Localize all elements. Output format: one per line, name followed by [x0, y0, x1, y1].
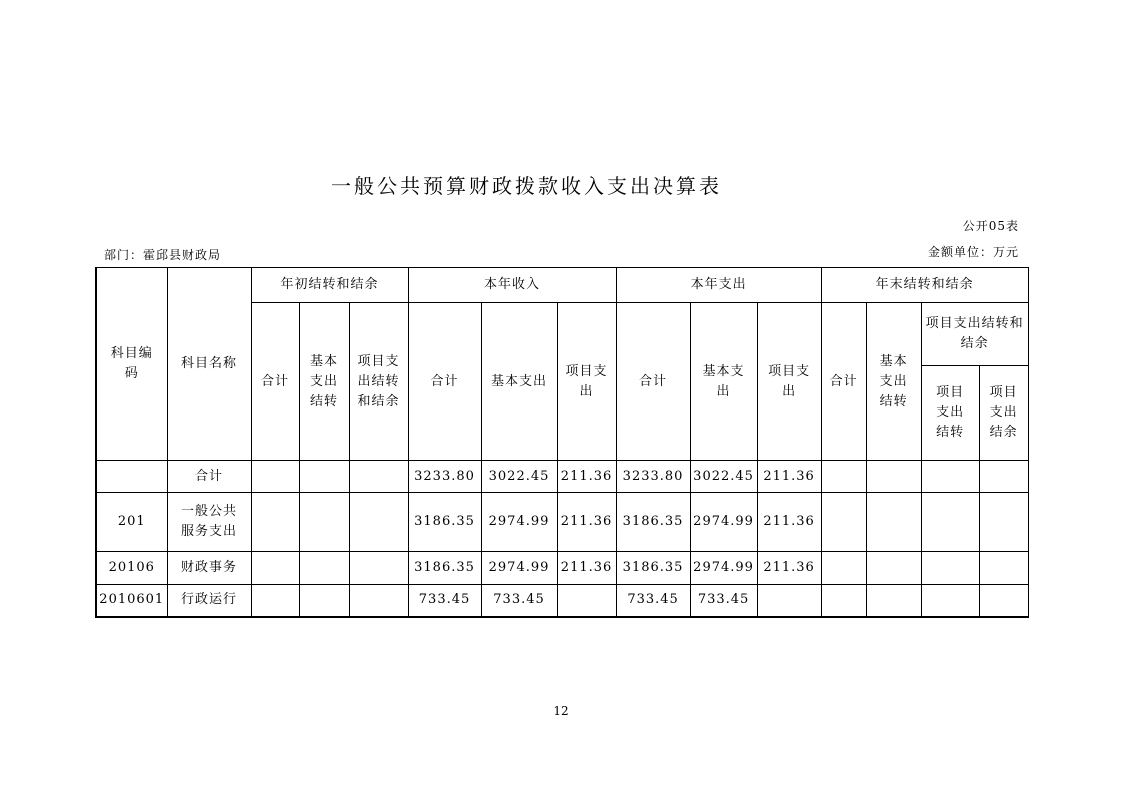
cell: [821, 585, 866, 617]
income-total-cell: 733.45: [408, 585, 481, 617]
expense-basic-cell: 2974.99: [690, 493, 757, 552]
cell: [866, 493, 921, 552]
cell: [349, 585, 408, 617]
budget-table: [95, 267, 1029, 618]
row-name: 行政运行: [167, 585, 251, 617]
cell: [979, 493, 1028, 552]
header-end-total: 合计: [821, 303, 866, 461]
header-end-basic: 基本支出结转: [866, 303, 921, 461]
cell: [251, 552, 299, 585]
row-name: 一般公共服务支出: [167, 493, 251, 552]
header-begin-total: 合计: [251, 303, 299, 461]
header-group-end: 年末结转和结余: [821, 268, 1028, 303]
cell: [251, 493, 299, 552]
income-basic-cell: 3022.45: [481, 461, 557, 493]
table-row: [96, 461, 1028, 493]
income-total-cell: 3233.80: [408, 461, 481, 493]
cell: [299, 552, 349, 585]
header-row-1: [96, 268, 1028, 303]
page-number: 12: [553, 704, 569, 718]
header-group-income: 本年收入: [408, 268, 616, 303]
income-project-cell: 211.36: [557, 552, 616, 585]
expense-total-cell: 3233.80: [616, 461, 690, 493]
header-expense-total: 合计: [616, 303, 690, 461]
header-end-project-group: 项目支出结转和结余: [921, 303, 1028, 366]
expense-total-cell: 3186.35: [616, 493, 690, 552]
cell: [299, 493, 349, 552]
expense-project-cell: 211.36: [757, 552, 821, 585]
cell: [921, 585, 979, 617]
header-expense-project: 项目支出: [757, 303, 821, 461]
expense-project-cell: [757, 585, 821, 617]
row-code: 20106: [96, 552, 167, 585]
cell: [299, 585, 349, 617]
income-total-cell: 3186.35: [408, 552, 481, 585]
header-begin-project: 项目支出结转和结余: [349, 303, 408, 461]
row-code: 201: [96, 493, 167, 552]
income-total-cell: 3186.35: [408, 493, 481, 552]
income-project-cell: 211.36: [557, 493, 616, 552]
header-expense-basic: 基本支出: [690, 303, 757, 461]
department-label: 部门：霍邱县财政局: [104, 248, 222, 262]
cell: [251, 585, 299, 617]
header-end-project-surplus: 项目支出结余: [979, 366, 1028, 461]
cell: [821, 552, 866, 585]
row-name: 合计: [167, 461, 251, 493]
header-group-begin: 年初结转和结余: [251, 268, 408, 303]
row-name: 财政事务: [167, 552, 251, 585]
cell: [866, 552, 921, 585]
header-income-basic: 基本支出: [481, 303, 557, 461]
income-project-cell: [557, 585, 616, 617]
expense-project-cell: 211.36: [757, 461, 821, 493]
header-group-expense: 本年支出: [616, 268, 821, 303]
cell: [821, 493, 866, 552]
row-code: [96, 461, 167, 493]
income-basic-cell: 2974.99: [481, 552, 557, 585]
cell: [979, 552, 1028, 585]
expense-project-cell: 211.36: [757, 493, 821, 552]
expense-basic-cell: 733.45: [690, 585, 757, 617]
expense-basic-cell: 2974.99: [690, 552, 757, 585]
amount-unit-label: 金额单位：万元: [927, 245, 1019, 259]
cell: [979, 461, 1028, 493]
income-basic-cell: 2974.99: [481, 493, 557, 552]
income-project-cell: 211.36: [557, 461, 616, 493]
cell: [349, 493, 408, 552]
report-title: 一般公共预算财政拨款收入支出决算表: [331, 174, 722, 198]
cell: [866, 461, 921, 493]
cell: [299, 461, 349, 493]
cell: [251, 461, 299, 493]
cell: [921, 461, 979, 493]
header-income-total: 合计: [408, 303, 481, 461]
cell: [921, 493, 979, 552]
expense-basic-cell: 3022.45: [690, 461, 757, 493]
row-code: 2010601: [96, 585, 167, 617]
cell: [979, 585, 1028, 617]
header-name: 科目名称: [167, 268, 251, 461]
table-row: [96, 585, 1028, 617]
cell: [821, 461, 866, 493]
header-begin-basic: 基本支出结转: [299, 303, 349, 461]
form-number: 公开05表: [962, 219, 1019, 233]
header-code: 科目编码: [96, 268, 167, 461]
header-income-project: 项目支出: [557, 303, 616, 461]
cell: [921, 552, 979, 585]
income-basic-cell: 733.45: [481, 585, 557, 617]
table-row: [96, 493, 1028, 552]
expense-total-cell: 733.45: [616, 585, 690, 617]
expense-total-cell: 3186.35: [616, 552, 690, 585]
cell: [349, 552, 408, 585]
cell: [866, 585, 921, 617]
table-row: [96, 552, 1028, 585]
cell: [349, 461, 408, 493]
header-end-project-carry: 项目支出结转: [921, 366, 979, 461]
